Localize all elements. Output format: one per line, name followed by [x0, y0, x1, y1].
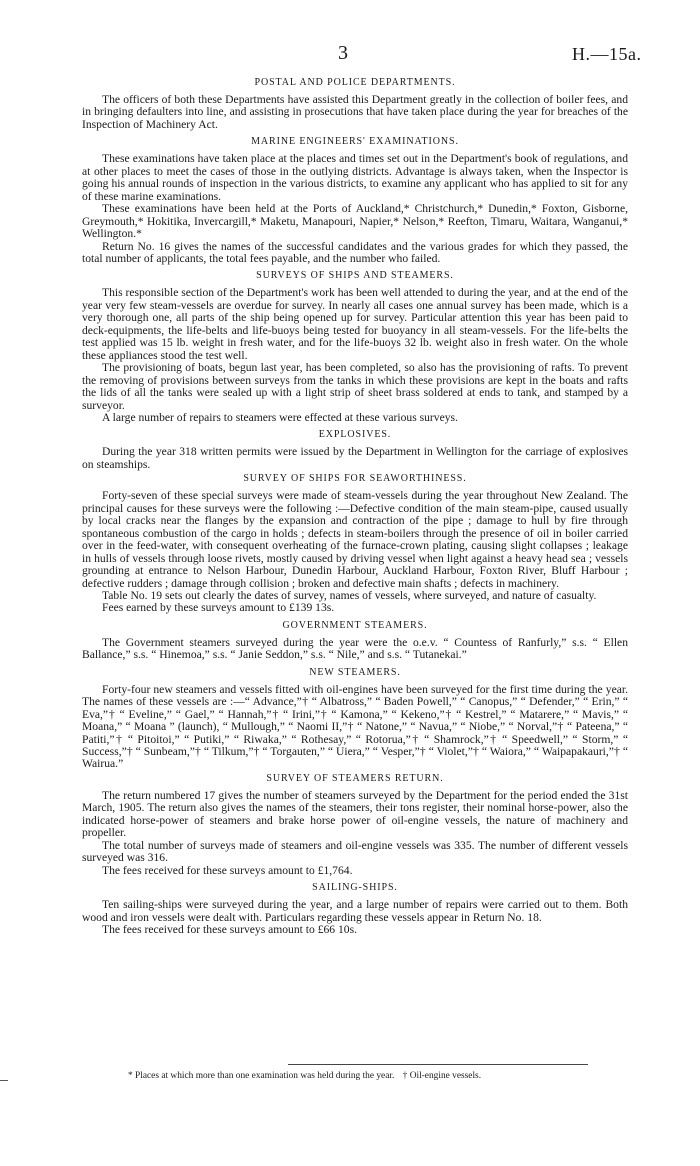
footnote-oil-engine: † Oil-engine vessels.	[402, 1071, 482, 1081]
footnote-examinations: * Places at which more than one examination was held during the year.	[128, 1071, 395, 1081]
footnotes	[128, 1070, 628, 1082]
section-sailing-ships	[82, 881, 628, 936]
section-surveys-ships	[82, 269, 628, 424]
section-postal-police	[82, 76, 628, 131]
paragraph: Table No. 19 sets out clearly the dates of survey, names of vessels, where surveyed, and nature of casualty.	[102, 588, 597, 602]
section-heading: MARINE ENGINEERS' EXAMINATIONS.	[251, 136, 459, 148]
paragraph: Forty-four new steamers and vessels fitted with oil-engines have been surveyed for the first time during the year. The names of these vessels are :—“ Advance,”† “ Albatross,” “ Baden Powell,” “ Canopus,” “ Defender,” “ Erin,” “ Eva,”† “ Eveline,” “ Gael,” “ Hannah,”† “ Irini,”† “ Kamona,” “ Kekeno,”† “ Kestrel,” “ Matarere,” “ Mavis,” “ Moana,” “ Moana ” (launch), “ Mullough,” “ Naomi II,”† “ Natone,” “ Navua,” “ Niobe,” “ Norval,”† “ Pateena,” “ Patiti,”† “ Pitoitoi,” “ Putiki,” “ Riwaka,” “ Rothesay,” “ Rotorua,”† “ Shamrock,”† “ Speedwell,” “ Storm,” “ Success,”† “ Sunbeam,”† “ Tilkum,”† “ Torgauten,” “ Uiera,” “ Vesper,”† “ Violet,”† “ Waiora,” “ Waipapakauri,”† “ Wairua.”	[82, 682, 628, 771]
page-number: 3	[338, 42, 348, 64]
section-new-steamers	[82, 666, 628, 771]
paragraph: During the year 318 written permits were issued by the Department in Wellington for the carriage of explosives on steamships.	[82, 445, 628, 471]
document-reference: H.—15a.	[572, 44, 642, 64]
paragraph: The provisioning of boats, begun last year, has been completed, so also has the provisioning of rafts. To prevent the removing of provisions between surveys from the tanks in which these provisions are kept in the boats and rafts the lids of all the tanks were sealed up with a light strip of sheet brass soldered at ends to tank, and stamped by a surveyor.	[82, 361, 628, 412]
paragraph: A large number of repairs to steamers were effected at these various surveys.	[102, 410, 458, 424]
section-heading: SURVEY OF STEAMERS RETURN.	[266, 772, 444, 784]
paragraph: These examinations have been held at the Ports of Auckland,* Christchurch,* Dunedin,* Foxton, Gisborne, Greymouth,* Hokitika, Invercargill,* Maketu, Manapouri, Napier,* Nelson,* Reefton, Timaru, Waitara, Wanganui,* Wellington.*	[82, 202, 628, 241]
section-heading: POSTAL AND POLICE DEPARTMENTS.	[254, 77, 456, 88]
page-body	[82, 72, 628, 936]
paragraph: The officers of both these Departments have assisted this Department greatly in the collection of boiler fees, and in bringing defaulters into line, and assisting in prosecutions that have taken place during the year for breaches of the Inspection of Machinery Act.	[82, 93, 628, 131]
paragraph: Forty-seven of these special surveys were made of steam-vessels during the year throughout New Zealand. The principal causes for these surveys were the following :—Defective condition of the main steam-pipe, caused usually by local cracks near the flanges by the expansion and contraction of the pipe ; damage to hull by fire through spontaneous combustion of the cargo in holds ; defects in steam-boilers through the presence of oil in boiler carried over in the feed-water, with consequent overheating of the furnace-crown plating, causing slight collapses ; leakage in hulls of vessels through loose rivets, mostly caused by driving vessel when light against a heavy head sea ; vessels grounding at entrance to Nelson Harbour, Dunedin Harbour, Auckland Harbour, Foxton River, Bluff Harbour ; defective rudders ; damage through collision ; broken and defective main shafts ; defects in machinery.	[82, 489, 628, 590]
paragraph: The return numbered 17 gives the number of steamers surveyed by the Department for the period ended the 31st March, 1905. The return also gives the names of the steamers, their tons register, their nominal horse-power, also the indicated horse-power of steamers and brake horse power of oil-engine vessels, the nature of machinery and propeller.	[82, 788, 628, 840]
paragraph: Ten sailing-ships were surveyed during the year, and a large number of repairs were carried out to them. Both wood and iron vessels were dealt with. Particulars regarding these vessels appear in Return No. 18.	[82, 898, 628, 924]
section-marine-engineers	[82, 135, 628, 265]
section-heading: GOVERNMENT STEAMERS.	[282, 619, 428, 631]
paragraph: The fees received for these surveys amount to £66 10s.	[102, 923, 357, 937]
paragraph: This responsible section of the Department's work has been well attended to during the year, and at the end of the year very few steam-vessels are overdue for survey. In nearly all cases one annual survey has been made, which is a very thorough one, all parts of the ship being opened up for survey. Particular attention this year has been paid to deck-equipments, the life-belts and life-buoys being tested for buoyancy in all steam-vessels. For the life-belts the test applied was 15 lb. weight in fresh water, and for the life-buoys 32 lb. weight also in fresh water. On the whole these appliances stood the test well.	[82, 286, 628, 362]
paragraph: The total number of surveys made of steamers and oil-engine vessels was 335. The number of different vessels surveyed was 316.	[82, 838, 628, 865]
paragraph: Fees earned by these surveys amount to £139 13s.	[102, 601, 335, 615]
section-heading: NEW STEAMERS.	[309, 666, 401, 678]
section-explosives	[82, 428, 628, 471]
paragraph: Return No. 16 gives the names of the successful candidates and the various grades for which they passed, the total number of applicants, the total fees payable, and the number who failed.	[82, 239, 628, 265]
margin-mark	[0, 1080, 8, 1081]
section-seaworthiness	[82, 472, 628, 615]
paragraph: The fees received for these surveys amount to £1,764.	[102, 863, 353, 877]
section-heading: SURVEY OF SHIPS FOR SEAWORTHINESS.	[243, 473, 467, 485]
paragraph: The Government steamers surveyed during the year were the o.e.v. “ Countess of Ranfurly,” s.s. “ Ellen Ballance,” s.s. “ Hinemoa,” s.s. “ Janie Seddon,” s.s. “ Nile,” and s.s. “ Tutanekai.”	[82, 635, 628, 662]
section-heading: EXPLOSIVES.	[318, 429, 392, 441]
section-steamers-return	[82, 772, 628, 877]
section-heading: SURVEYS OF SHIPS AND STEAMERS.	[256, 270, 454, 282]
footnote-rule	[288, 1064, 588, 1065]
section-heading: SAILING-SHIPS.	[312, 882, 398, 894]
paragraph: These examinations have taken place at the places and times set out in the Department's book of regulations, and at other places to meet the cases of those in the outlying districts. Advantage is always taken, when the Inspector is going his annual rounds of inspection in the various districts, to examine any applicant who has applied to sit for any of these marine examinations.	[82, 152, 628, 203]
section-government-steamers	[82, 619, 628, 662]
